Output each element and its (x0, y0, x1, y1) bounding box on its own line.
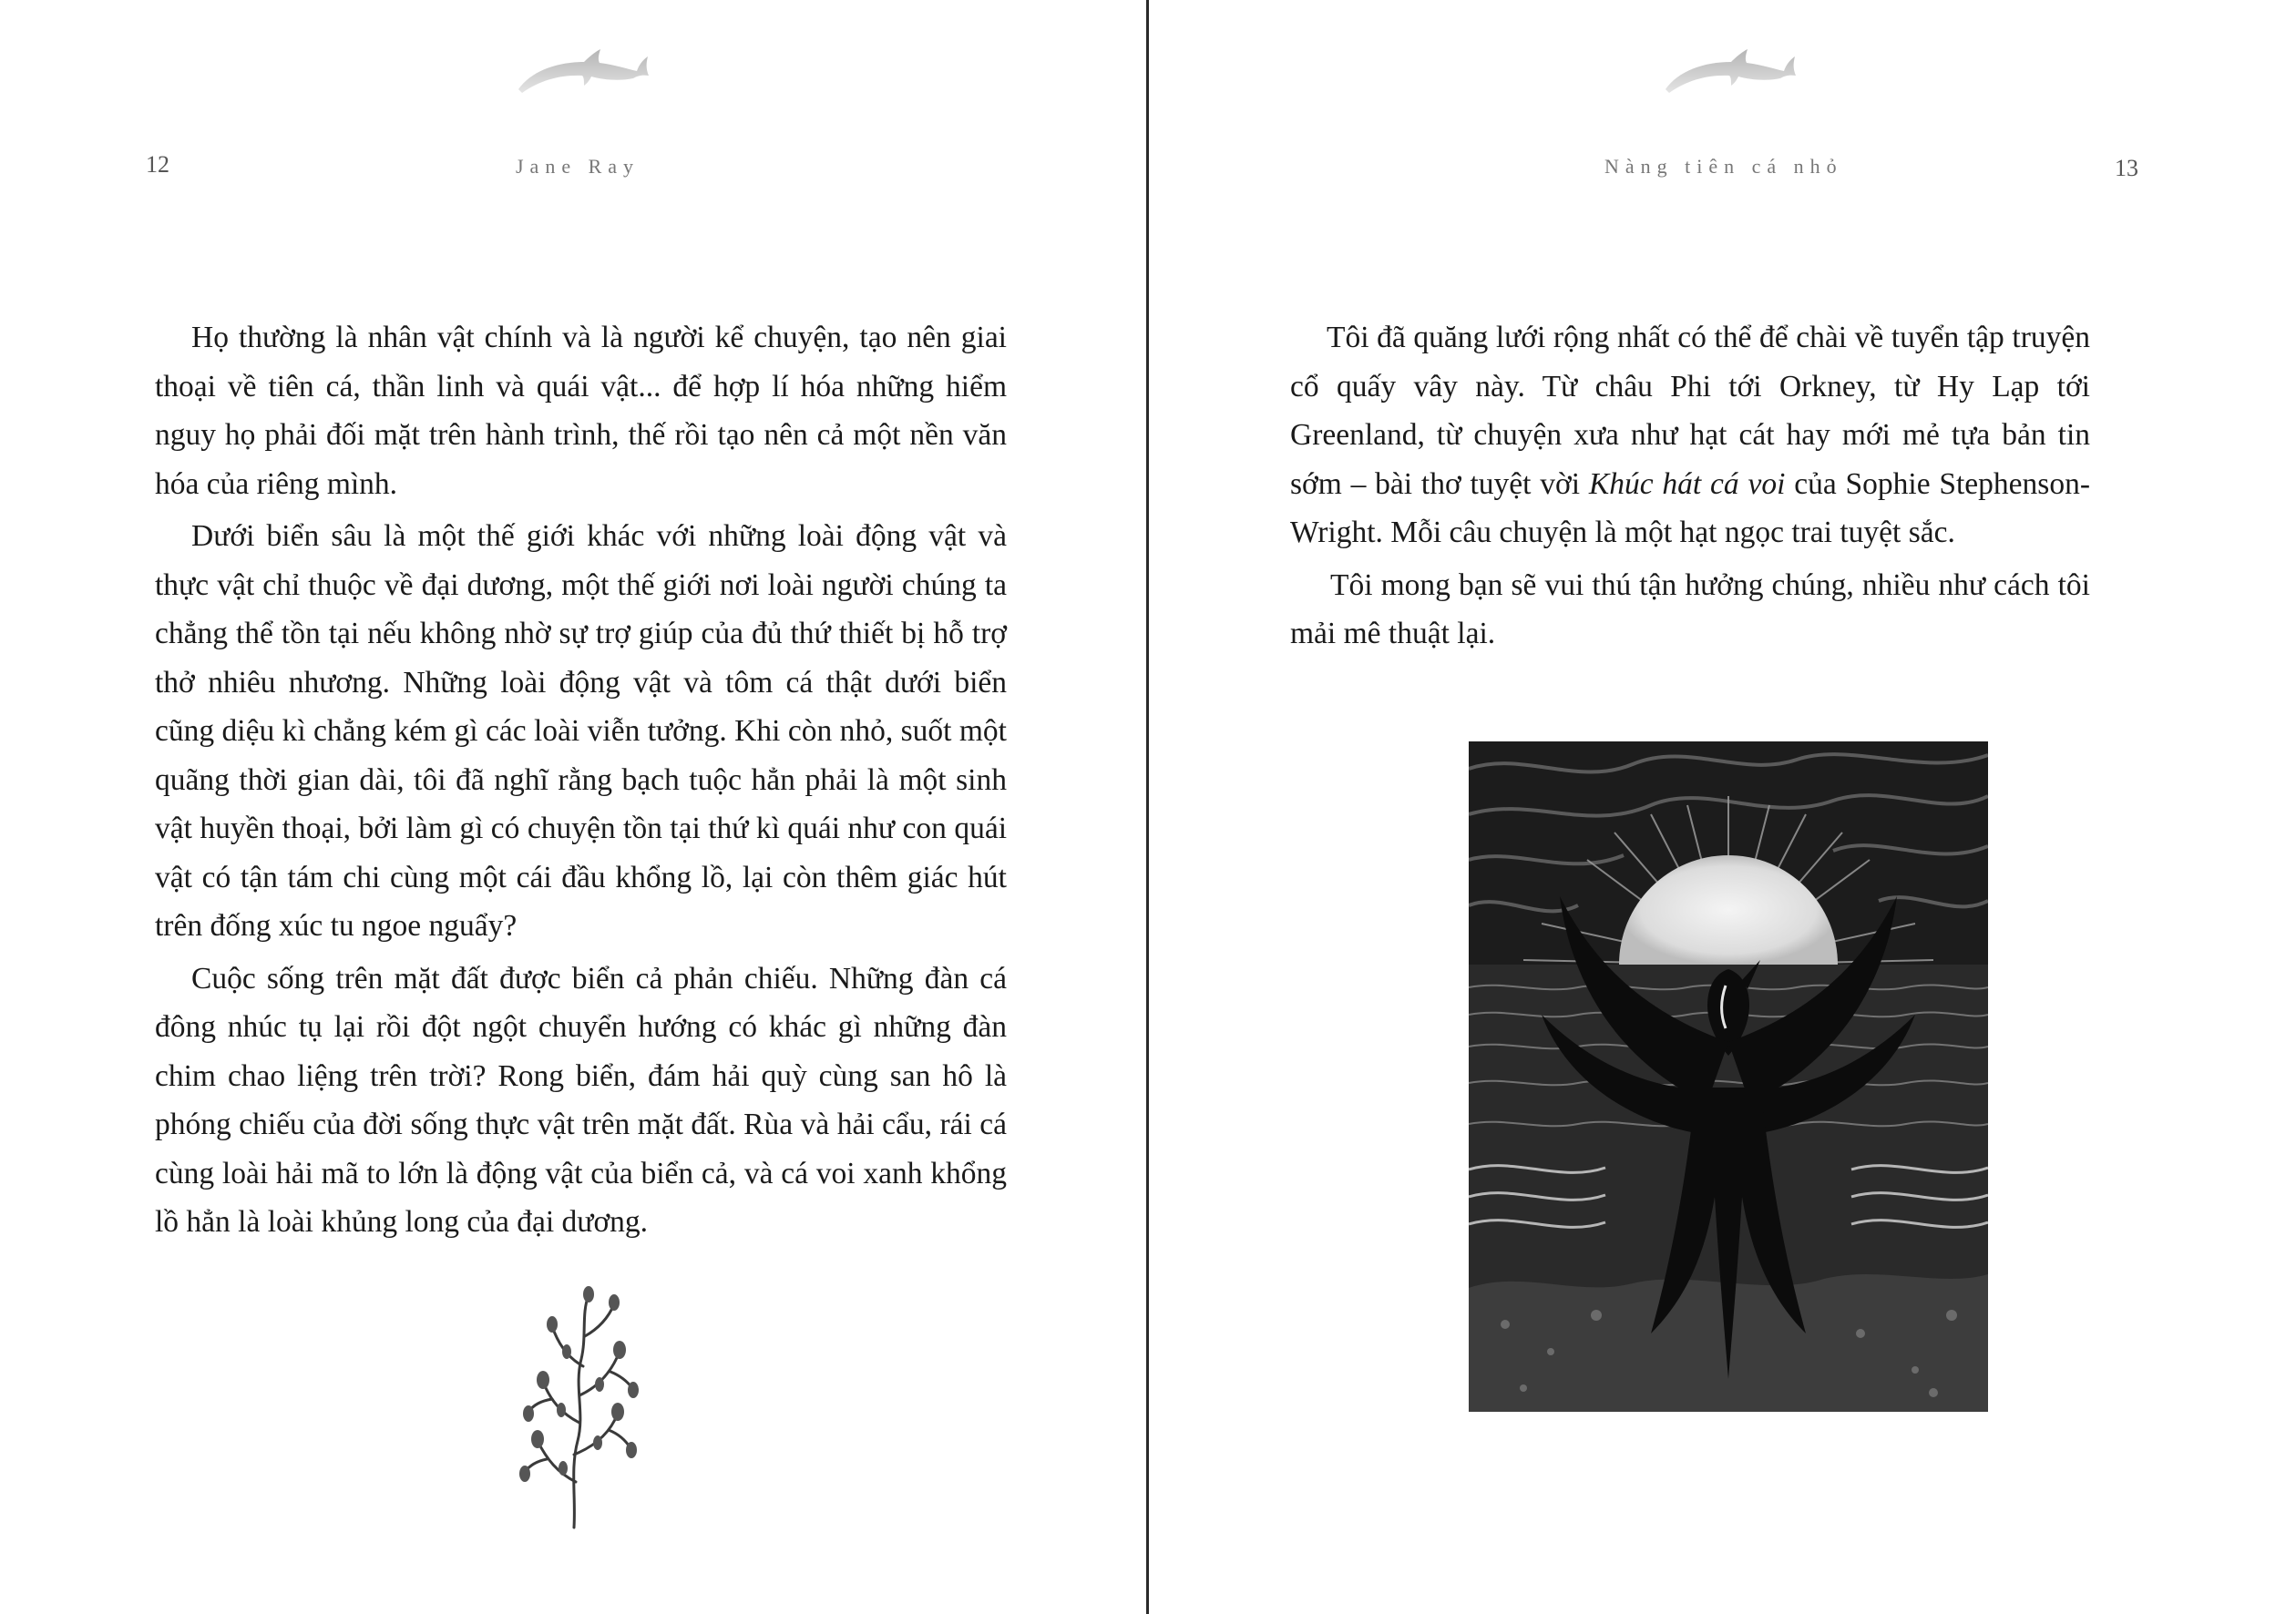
paragraph: Dưới biển sâu là một thế giới khác với những loài động vật và thực vật chỉ thuộc về đại dương, một thế giới nơi loài người chúng ta chẳng thể tồn tại nếu không nhờ sự trợ giúp của đủ thứ thiết bị hỗ trợ thở nhiêu nhương. Những loài động vật và tôm cá thật dưới biển cũng diệu kì chẳng kém gì các loài viễn tưởng. Khi còn nhỏ, suốt một quãng thời gian dài, tôi đã nghĩ rằng bạch tuộc hẳn phải là một sinh vật huyền thoại, bởi làm gì có chuyện tồn tại thứ kì quái như con quái vật có tận tám chi cùng một cái đầu khổng lồ, lại còn thêm giác hút trên đống xúc tu ngoe nguẩy? (155, 519, 1007, 943)
book-gutter (1146, 0, 1149, 1614)
paragraph: Tôi mong bạn sẽ vui thú tận hưởng chúng, nhiều như cách tôi mải mê thuật lại. (1290, 567, 2090, 650)
page-number: 12 (146, 151, 169, 178)
dolphin-icon (1660, 35, 1797, 107)
paragraph-text: của Sophie Stephenson-Wright. Mỗi câu chuyện là một hạt ngọc trai tuyệt sắc. (1290, 466, 2090, 549)
poem-title: Khúc hát cá voi (1588, 466, 1786, 501)
paragraph: Cuộc sống trên mặt đất được biển cả phản chiếu. Những đàn cá đông nhúc tụ lại rồi đột ngột chuyển hướng có khác gì những đàn chim chao liệng trên trời? Rong biển, đám hải quỳ cùng san hô là phóng chiếu của đời sống thực vật trên mặt đất. Rùa và hải cẩu, rái cá cùng loài hải mã to lớn là động vật của biển cả, và cá voi xanh khổng lồ hẳn là loài khủng long của đại dương. (155, 961, 1007, 1239)
running-head: Jane Ray (516, 155, 641, 178)
body-text (155, 313, 1007, 1251)
mermaid-raven-sunset-illustration (1469, 741, 1988, 1412)
paragraph (1290, 313, 2090, 557)
right-page (1150, 0, 2296, 1614)
body-text (1290, 313, 2090, 662)
dolphin-icon (513, 35, 650, 107)
left-page (0, 0, 1146, 1614)
seaweed-icon (510, 1286, 647, 1532)
paragraph-text: Tôi đã quăng lưới rộng nhất có thể để chài về tuyển tập truyện cổ quấy vây này. Từ châu Phi tới Orkney, từ Hy Lạp tới Greenland, từ chuyện xưa như hạt cát hay mới mẻ tựa bản tin sớm – bài thơ tuyệt vời (1290, 321, 2090, 501)
paragraph: Họ thường là nhân vật chính và là người kể chuyện, tạo nên giai thoại về tiên cá, thần linh và quái vật... để hợp lí hóa những hiểm nguy họ phải đối mặt trên hành trình, thế rồi tạo nên cả một nền văn hóa của riêng mình. (155, 321, 1007, 501)
page-number: 13 (2115, 155, 2138, 181)
running-head: Nàng tiên cá nhỏ (1604, 155, 1843, 178)
